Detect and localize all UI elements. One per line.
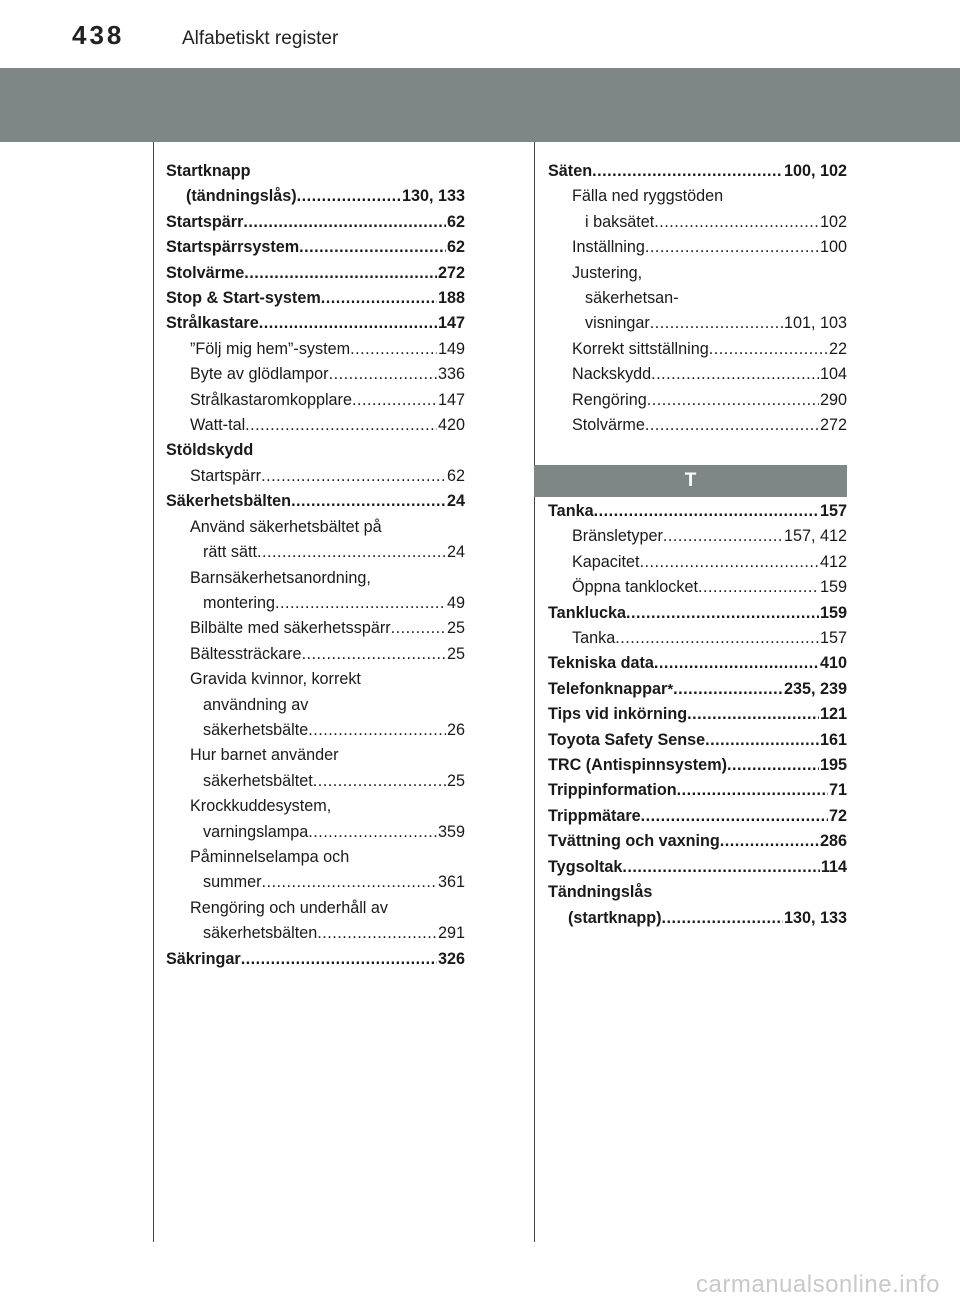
index-line: [548, 499, 847, 524]
index-entry: [166, 667, 465, 743]
page-ref: 71: [828, 781, 847, 800]
index-term: Bältessträckare: [190, 644, 302, 663]
index-term: Gravida kvinnor, korrekt: [190, 670, 361, 689]
index-line: [548, 855, 847, 880]
page-ref: 114: [820, 857, 847, 876]
dot-leader: [645, 413, 819, 438]
index-entry: [166, 159, 465, 210]
index-term: Rengöring: [572, 390, 647, 409]
index-term: Tanka: [548, 502, 594, 520]
index-entry: [166, 616, 465, 641]
index-term: Tändningslås: [548, 883, 653, 902]
index-line: [166, 566, 465, 591]
index-entry: [166, 438, 465, 463]
index-entry: [166, 489, 465, 514]
page-ref: 147: [437, 314, 465, 333]
index-entry: [548, 728, 847, 753]
page-ref: 25: [446, 644, 465, 663]
index-entry: [548, 677, 847, 702]
dot-leader: [641, 804, 828, 829]
index-line: [166, 667, 465, 692]
index-term: montering: [203, 593, 275, 612]
watermark: carmanualsonline.info: [696, 1271, 940, 1298]
index-entry: [548, 413, 847, 438]
index-entry: [548, 880, 847, 931]
index-entry: [548, 261, 847, 337]
index-term: Toyota Safety Sense: [548, 730, 706, 749]
index-term: Startspärr: [190, 466, 262, 485]
dot-leader: [297, 184, 401, 209]
index-column-right-s: [548, 159, 847, 438]
dot-leader: [299, 235, 446, 260]
index-line: [166, 845, 465, 870]
page-header: [0, 0, 960, 60]
dot-leader: [594, 499, 819, 524]
dot-leader: [615, 626, 819, 651]
dot-leader: [626, 601, 819, 626]
dot-leader: [321, 286, 437, 311]
page-title: Alfabetiskt register: [182, 28, 339, 49]
index-line: [548, 524, 847, 549]
index-line: [166, 794, 465, 819]
index-term: Strålkastare: [166, 314, 259, 333]
page-ref: 147: [437, 390, 465, 409]
index-term: ”Följ mig hem”-system: [190, 339, 351, 358]
index-entry: [166, 515, 465, 566]
page-ref: 121: [819, 705, 847, 724]
dot-leader: [275, 591, 446, 616]
column-divider-middle: [534, 142, 535, 1242]
index-entry: [548, 524, 847, 549]
page-number: 438: [72, 20, 125, 50]
index-line: [548, 626, 847, 651]
index-term: Tvättning och vaxning: [548, 832, 720, 851]
page-ref: 157: [819, 502, 847, 520]
index-term: Säten: [548, 162, 593, 180]
index-line: [548, 601, 847, 626]
index-term: Inställning: [572, 238, 645, 257]
page-ref: 286: [819, 832, 847, 851]
index-line: [548, 362, 847, 387]
index-line: [548, 210, 847, 235]
dot-leader: [647, 388, 819, 413]
index-line: [166, 870, 465, 895]
index-entry: [548, 651, 847, 676]
index-line: [548, 702, 847, 727]
page-ref: 410: [819, 654, 847, 673]
index-term: (startknapp): [568, 908, 662, 927]
page-ref: 157: [819, 629, 847, 648]
index-term: Tanklucka: [548, 603, 626, 622]
page-ref: 100: [819, 238, 847, 257]
header-band: [0, 68, 960, 142]
index-line: [548, 235, 847, 260]
index-line: [166, 337, 465, 362]
page-ref: 25: [446, 771, 465, 790]
section-letter-t: T: [534, 465, 847, 497]
index-term: (tändningslås): [186, 187, 297, 206]
page-ref: 149: [437, 339, 465, 358]
index-term: Säkerhetsbälten: [166, 492, 292, 511]
page-ref: 159: [819, 603, 847, 622]
index-entry: [166, 896, 465, 947]
index-term: rätt sätt: [203, 543, 257, 562]
dot-leader: [720, 829, 819, 854]
index-term: Öppna tanklocket: [572, 578, 698, 597]
page-ref: 49: [446, 593, 465, 612]
index-entry: [166, 464, 465, 489]
index-entry: [548, 753, 847, 778]
index-line: [166, 286, 465, 311]
index-term: Trippinformation: [548, 781, 677, 800]
index-term: varningslampa: [203, 822, 309, 841]
index-term: Tanka: [572, 629, 616, 648]
index-entry: [166, 413, 465, 438]
dot-leader: [243, 210, 446, 235]
index-line: [548, 575, 847, 600]
dot-leader: [622, 855, 820, 880]
index-term: Tygsoltak: [548, 857, 623, 876]
page-ref: 361: [437, 873, 465, 892]
index-entry: [548, 159, 847, 184]
dot-leader: [640, 550, 819, 575]
page-ref: 26: [446, 720, 465, 739]
index-line: [548, 753, 847, 778]
index-entry: [548, 702, 847, 727]
index-entry: [166, 845, 465, 896]
page-ref: 235, 239: [783, 679, 847, 698]
index-line: [548, 550, 847, 575]
page-ref: 195: [819, 756, 847, 775]
index-line: [166, 820, 465, 845]
index-term: Startspärr: [166, 212, 244, 231]
dot-leader: [687, 702, 819, 727]
index-entry: [548, 778, 847, 803]
index-term: Stolvärme: [572, 416, 645, 435]
index-entry: [166, 362, 465, 387]
index-entry: [166, 642, 465, 667]
index-line: [166, 210, 465, 235]
index-entry: [548, 388, 847, 413]
index-line: [166, 718, 465, 743]
index-entry: [548, 575, 847, 600]
index-line: [166, 464, 465, 489]
index-entry: [548, 184, 847, 235]
page-ref: 272: [819, 416, 847, 435]
dot-leader: [317, 921, 437, 946]
index-term: Strålkastaromkopplare: [190, 390, 352, 409]
index-term: Säkringar: [166, 949, 241, 968]
dot-leader: [308, 820, 437, 845]
index-line: [548, 388, 847, 413]
page-ref: 104: [819, 365, 847, 384]
page-ref: 420: [437, 416, 465, 435]
page-ref: 412: [819, 552, 847, 571]
index-entry: [548, 337, 847, 362]
page-ref: 291: [437, 924, 465, 943]
index-line: [548, 651, 847, 676]
index-line: [166, 261, 465, 286]
index-line: [166, 616, 465, 641]
page-ref: 62: [446, 466, 465, 485]
index-line: [166, 540, 465, 565]
index-term: Startknapp: [166, 162, 251, 180]
dot-leader: [650, 311, 783, 336]
dot-leader: [291, 489, 446, 514]
index-term: Bilbälte med säkerhetsspärr: [190, 619, 391, 638]
page-ref: 272: [437, 263, 465, 282]
index-term: användning av: [203, 695, 309, 714]
index-term: Tekniska data: [548, 654, 654, 673]
dot-leader: [313, 769, 446, 794]
index-line: [166, 591, 465, 616]
dot-leader: [257, 540, 446, 565]
index-term: säkerhetsbälte: [203, 720, 309, 739]
index-term: Barnsäkerhetsanordning,: [190, 568, 371, 587]
index-line: [166, 235, 465, 260]
dot-leader: [651, 362, 819, 387]
index-line: [548, 413, 847, 438]
index-line: [548, 728, 847, 753]
page-ref: 24: [446, 543, 465, 562]
index-line: [548, 804, 847, 829]
dot-leader: [727, 753, 819, 778]
index-line: [548, 906, 847, 931]
page-ref: 101, 103: [783, 314, 847, 333]
index-entry: [166, 794, 465, 845]
index-term: Nackskydd: [572, 365, 652, 384]
dot-leader: [329, 362, 437, 387]
index-line: [166, 743, 465, 768]
dot-leader: [261, 464, 446, 489]
page-ref: 100, 102: [783, 162, 847, 180]
index-term: Fälla ned ryggstöden: [572, 187, 724, 206]
dot-leader: [241, 947, 437, 972]
page-ref: 359: [437, 822, 465, 841]
dot-leader: [308, 718, 446, 743]
index-term: Påminnelselampa och: [190, 847, 350, 866]
index-entry: [166, 388, 465, 413]
index-term: TRC (Antispinnsystem): [548, 756, 727, 775]
index-line: [166, 388, 465, 413]
index-term: summer: [203, 873, 262, 892]
index-entry: [548, 550, 847, 575]
index-entry: [548, 829, 847, 854]
index-entry: [548, 855, 847, 880]
dot-leader: [391, 616, 446, 641]
index-entry: [548, 601, 847, 626]
index-line: [548, 311, 847, 336]
index-term: Trippmätare: [548, 806, 641, 825]
index-term: Stop & Start-system: [166, 289, 321, 308]
page-ref: 102: [819, 212, 847, 231]
index-line: [166, 489, 465, 514]
index-line: [548, 184, 847, 209]
page-ref: 72: [828, 806, 847, 825]
index-line: [166, 921, 465, 946]
page-ref: 157, 412: [783, 527, 847, 546]
column-divider-left: [153, 142, 154, 1242]
dot-leader: [645, 235, 819, 260]
index-entry: [548, 804, 847, 829]
index-line: [166, 184, 465, 209]
page-ref: 290: [819, 390, 847, 409]
page-ref: 62: [446, 212, 465, 231]
index-term: Stöldskydd: [166, 441, 254, 460]
dot-leader: [698, 575, 819, 600]
index-line: [166, 413, 465, 438]
page-ref: 336: [437, 365, 465, 384]
index-line: [166, 311, 465, 336]
page-ref: 130, 133: [783, 908, 847, 927]
index-term: Justering,: [572, 263, 643, 282]
page-ref: 188: [437, 289, 465, 308]
index-line: [166, 362, 465, 387]
index-line: [548, 778, 847, 803]
index-term: Bränsletyper: [572, 527, 663, 546]
dot-leader: [244, 261, 437, 286]
dot-leader: [592, 159, 783, 184]
dot-leader: [677, 778, 828, 803]
index-term: Använd säkerhetsbältet på: [190, 517, 382, 536]
index-line: [548, 829, 847, 854]
dot-leader: [663, 524, 783, 549]
dot-leader: [352, 388, 437, 413]
dot-leader: [245, 413, 437, 438]
index-line: [166, 515, 465, 540]
index-entry: [548, 626, 847, 651]
index-term: säkerhetsbälten: [203, 924, 318, 943]
page-ref: 25: [446, 619, 465, 638]
index-line: [548, 880, 847, 905]
index-line: [548, 337, 847, 362]
page-ref: 130, 133: [401, 187, 465, 206]
index-entry: [166, 947, 465, 972]
index-term: Rengöring och underhåll av: [190, 898, 388, 917]
index-line: [548, 286, 847, 311]
page-ref: 22: [828, 339, 847, 358]
page-ref: 62: [446, 238, 465, 257]
index-term: Korrekt sittställning: [572, 339, 709, 358]
page-ref: 159: [819, 578, 847, 597]
index-term: Watt-tal: [190, 416, 246, 435]
index-term: Startspärrsystem: [166, 238, 300, 257]
index-entry: [166, 566, 465, 617]
page-ref: 24: [446, 492, 465, 511]
index-line: [166, 693, 465, 718]
dot-leader: [654, 210, 819, 235]
index-entry: [166, 743, 465, 794]
dot-leader: [705, 728, 819, 753]
index-term: Stolvärme: [166, 263, 245, 282]
index-term: Tips vid inkörning: [548, 705, 688, 724]
index-line: [548, 159, 847, 184]
dot-leader: [302, 642, 446, 667]
index-line: [166, 896, 465, 921]
index-entry: [548, 362, 847, 387]
index-line: [548, 261, 847, 286]
page-ref: 161: [819, 730, 847, 749]
index-entry: [548, 235, 847, 260]
dot-leader: [654, 651, 819, 676]
dot-leader: [709, 337, 828, 362]
index-entry: [548, 499, 847, 524]
index-term: Kapacitet: [572, 552, 640, 571]
dot-leader: [259, 311, 437, 336]
dot-leader: [673, 677, 783, 702]
index-term: visningar: [585, 314, 650, 333]
page-ref: 326: [437, 949, 465, 968]
index-entry: [166, 286, 465, 311]
dot-leader: [261, 870, 437, 895]
index-entry: [166, 261, 465, 286]
index-line: [166, 947, 465, 972]
index-term: i baksätet: [585, 212, 655, 231]
index-entry: [166, 210, 465, 235]
index-term: Telefonknappar: [548, 679, 668, 698]
index-line: [166, 159, 465, 184]
index-entry: [166, 235, 465, 260]
index-term: säkerhetsbältet: [203, 771, 313, 790]
dot-leader: [350, 337, 437, 362]
index-column-left: [166, 159, 465, 972]
dot-leader: [662, 906, 783, 931]
index-line: [166, 769, 465, 794]
index-term: Krockkuddesystem,: [190, 797, 332, 816]
index-entry: [166, 337, 465, 362]
index-entry: [166, 311, 465, 336]
index-line: [166, 438, 465, 463]
index-column-right-t: [548, 499, 847, 931]
index-term: säkerhetsan-: [585, 289, 679, 308]
index-line: Telefonknappar * ..... 235, 239: [548, 677, 847, 702]
index-line: [166, 642, 465, 667]
index-term: Byte av glödlampor: [190, 365, 329, 384]
index-term: Hur barnet använder: [190, 746, 339, 765]
